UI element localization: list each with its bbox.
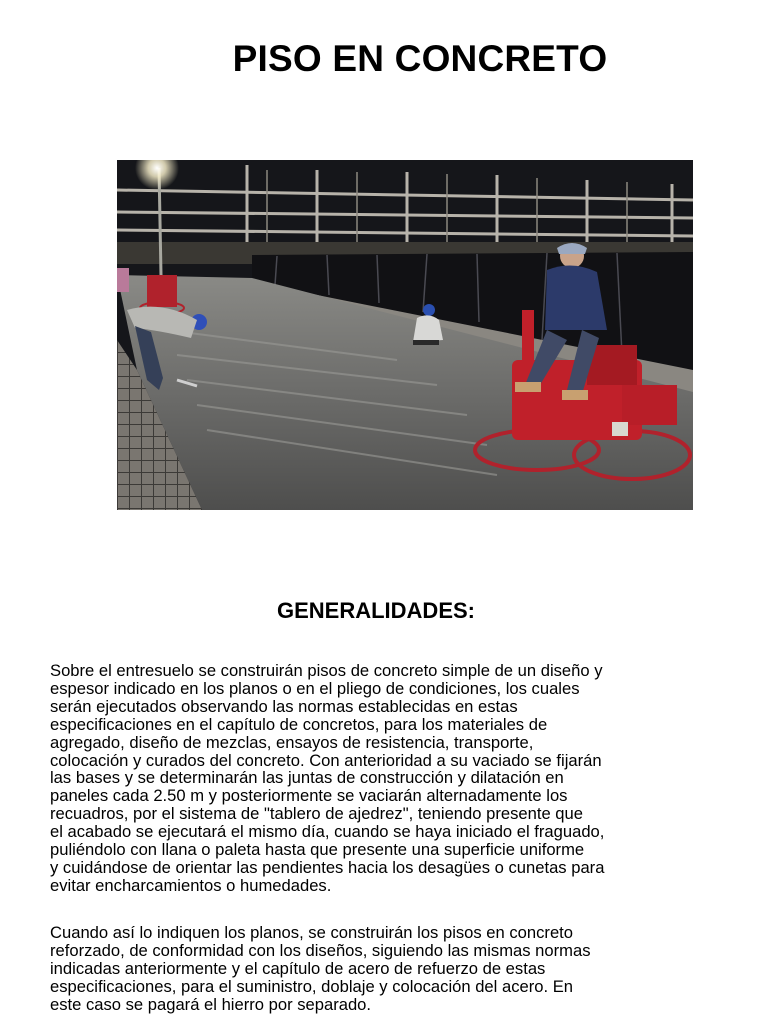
construction-photo: [117, 160, 693, 510]
paragraph-line: especificaciones, para el suministro, doblaje y colocación del acero. En: [50, 976, 573, 996]
paragraph-line: recuadros, por el sistema de "tablero de ajedrez", teniendo presente que: [50, 804, 583, 824]
paragraph-line: las bases y se determinarán las juntas de construcción y dilatación en: [50, 768, 564, 788]
paragraph-line: indicadas anteriormente y el capítulo de acero de refuerzo de estas: [50, 958, 546, 978]
paragraph-line: Sobre el entresuelo se construirán pisos de concreto simple de un diseño y: [50, 661, 603, 680]
paragraph-line: espesor indicado en los planos o en el pliego de condiciones, los cuales: [50, 678, 580, 698]
paragraph-reforzado: [50, 924, 710, 1014]
page-title: PISO EN CONCRETO: [232, 38, 608, 79]
paragraph-line: reforzado, de conformidad con los diseños, siguiendo las mismas normas: [50, 940, 591, 960]
paragraph-line: colocación y curados del concreto. Con anterioridad a su vaciado se fijarán: [50, 750, 602, 770]
paragraph-line: el acabado se ejecutará el mismo día, cuando se haya iniciado el fraguado,: [50, 822, 605, 842]
paragraph-line: y cuidándose de orientar las pendientes hacia los desagües o cunetas para: [50, 857, 605, 877]
paragraph-line: paneles cada 2.50 m y posteriormente se vaciarán alternadamente los: [50, 786, 568, 806]
paragraph-line: evitar encharcamientos o humedades.: [50, 875, 332, 895]
paragraph-line: este caso se pagará el hierro por separado.: [50, 994, 372, 1014]
paragraph-generalidades: [50, 662, 710, 895]
paragraph-line: agregado, diseño de mezclas, ensayos de resistencia, transporte,: [50, 732, 534, 752]
paragraph-line: puliéndolo con llana o paleta hasta que presente una superficie uniforme: [50, 840, 585, 860]
section-heading: GENERALIDADES:: [276, 598, 475, 623]
paragraph-line: serán ejecutados observando las normas establecidas en estas: [50, 696, 518, 716]
paragraph-line: Cuando así lo indiquen los planos, se construirán los pisos en concreto: [50, 923, 574, 942]
paragraph-line: especificaciones en el capítulo de concretos, para los materiales de: [50, 714, 548, 734]
